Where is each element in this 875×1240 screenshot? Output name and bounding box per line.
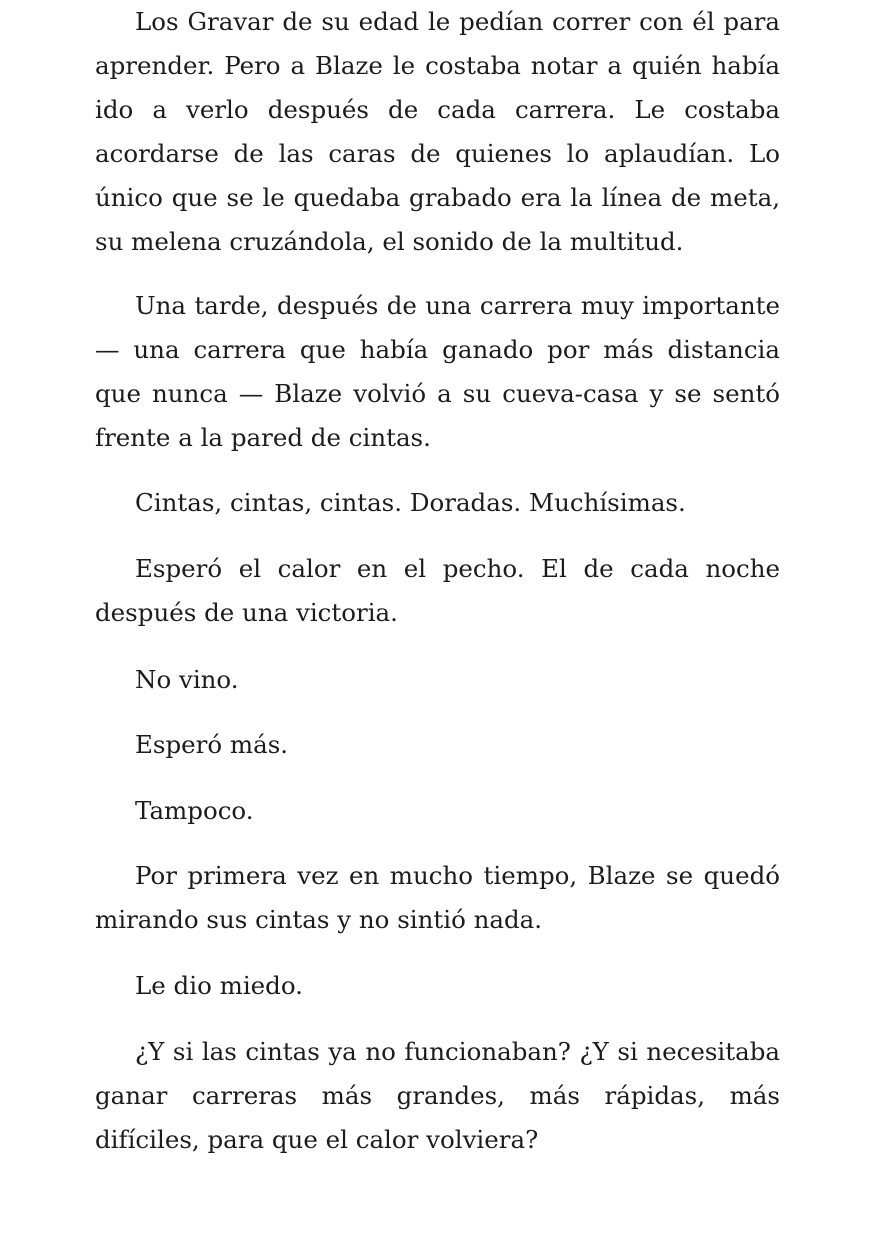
paragraph: Cintas, cintas, cintas. Doradas. Muchísimas. [135, 488, 686, 517]
paragraph: Tampoco. [135, 796, 254, 825]
paragraph: Los Gravar de su edad le pedían correr con él para aprender. Pero a Blaze le costaba notar a quién había ido a verlo después de cada carrera. Le costaba acordarse de las caras de quienes lo aplaudían. Lo único que se le quedaba grabado era la línea de meta, su melena cruzándola, el sonido de la multitud. [95, 7, 780, 256]
paragraph: Por primera vez en mucho tiempo, Blaze se quedó mirando sus cintas y no sintió nada. [95, 861, 780, 934]
paragraph: No vino. [135, 665, 239, 694]
paragraph: Esperó más. [135, 730, 289, 759]
paragraph: Le dio miedo. [135, 971, 303, 1000]
paragraph: Esperó el calor en el pecho. El de cada noche después de una victoria. [95, 554, 780, 627]
paragraph: ¿Y si las cintas ya no funcionaban? ¿Y si necesitaba ganar carreras más grandes, más rápidas, más difíciles, para que el calor volviera? [95, 1037, 780, 1154]
paragraph: Una tarde, después de una carrera muy importante — una carrera que había ganado por más distancia que nunca — Blaze volvió a su cueva-casa y se sentó frente a la pared de cintas. [95, 291, 780, 452]
